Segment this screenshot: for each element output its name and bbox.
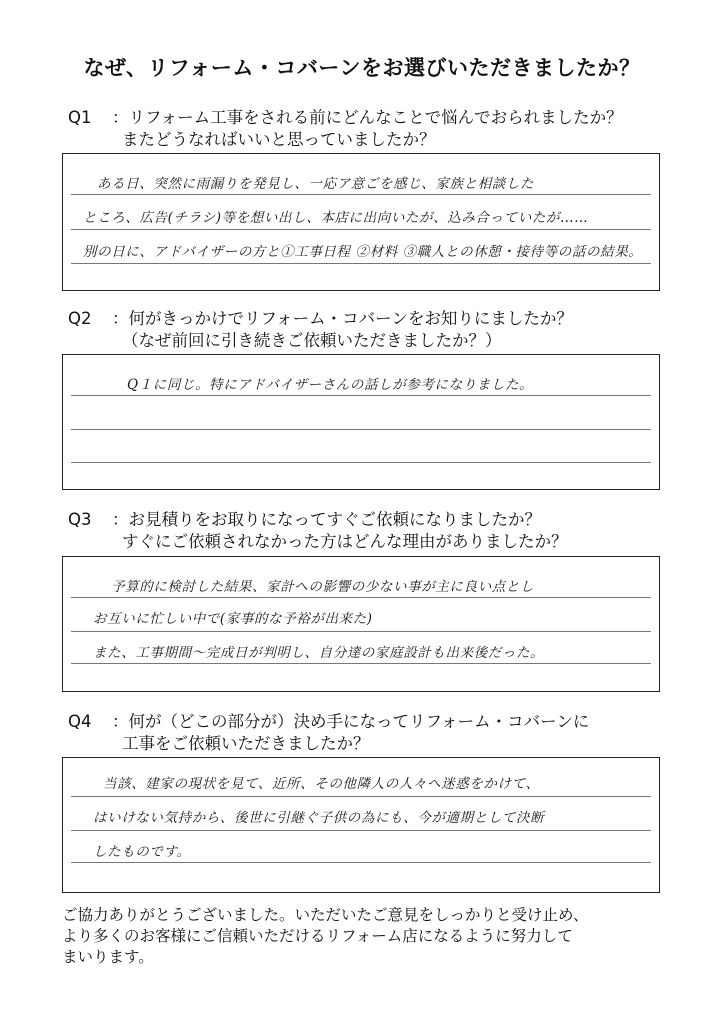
page-title: なぜ、リフォーム・コバーンをお選びいただきましたか？ [83, 56, 641, 80]
writing-line [71, 796, 651, 797]
question-text-line2: またどうなればいいと思っていましたか？ [122, 130, 436, 149]
question-2 [68, 308, 573, 352]
closing-line: ご協力ありがとうございました。いただいたご意見をしっかりと受け止め、 [62, 906, 589, 924]
question-text-line1: ：お見積りをお取りになってすぐご依頼になりましたか？ [112, 510, 541, 529]
question-number: Q3 [68, 510, 92, 529]
question-3 [68, 509, 568, 553]
writing-line [71, 862, 651, 863]
writing-line [71, 462, 651, 463]
question-1 [68, 107, 623, 151]
writing-line [71, 429, 651, 430]
question-text-line2: すぐにご依頼されなかった方はどんな理由がありましたか？ [122, 532, 568, 551]
writing-line [71, 631, 651, 632]
handwritten-answer: Q１に同じ。特にアドバイザーさんの話しが参考になりました。 [127, 377, 534, 393]
writing-line [71, 194, 651, 195]
handwritten-answer: はいけない気持から、後世に引継ぐ子供の為にも、今が適期として決断 [93, 810, 545, 826]
handwritten-answer: ある日、突然に雨漏りを発見し、一応ア意ごを感じ、家族と相談した [97, 176, 535, 192]
question-text-line2: 工事をご依頼いただきましたか？ [122, 734, 370, 753]
writing-line [71, 597, 651, 598]
question-number: Q4 [68, 712, 92, 731]
answer-box-4 [62, 757, 660, 893]
writing-line [71, 663, 651, 664]
handwritten-answer: お互いに忙しい中で(家事的な予裕が出来た) [93, 611, 373, 627]
writing-line [71, 830, 651, 831]
answer-box-3 [62, 556, 660, 692]
closing-line: まいります。 [62, 948, 154, 966]
question-text-line2: （なぜ前回に引き続きご依頼いただきましたか？） [122, 331, 502, 350]
handwritten-answer: ところ、広告(チラシ)等を想い出し、本店に出向いたが、込み合っていたが…… [83, 210, 589, 226]
handwritten-answer: 当該、建家の現状を見て、近所、その他隣人の人々へ迷惑をかけて、 [103, 776, 540, 792]
handwritten-answer: 予算的に検討した結果、家計への影響の少ない事が主に良い点とし [111, 579, 534, 595]
handwritten-answer: また、工事期間～完成日が判明し、自分達の家庭設計も出来後だった。 [93, 645, 545, 661]
question-text-line1: ：リフォーム工事をされる前にどんなことで悩んでおられましたか？ [112, 108, 623, 127]
closing-message [62, 905, 662, 968]
answer-box-1 [62, 153, 660, 291]
question-4 [68, 711, 589, 755]
handwritten-answer: したものです。 [93, 844, 191, 860]
writing-line [71, 395, 651, 396]
handwritten-answer: 別の日に、アドバイザーの方と①工事日程 ②材料 ③職人との休憩・接待等の話の結果。 [83, 244, 643, 260]
answer-box-2 [62, 354, 660, 490]
question-text-line1: ：何が（どこの部分が）決め手になってリフォーム・コバーンに [112, 712, 590, 731]
question-text-line1: ：何がきっかけでリフォーム・コバーンをお知りにましたか？ [112, 309, 573, 328]
question-number: Q1 [68, 108, 92, 127]
closing-line: より多くのお客様にご信頼いただけるリフォーム店になるように努力して [62, 927, 573, 945]
writing-line [71, 229, 651, 230]
question-number: Q2 [68, 309, 92, 328]
writing-line [71, 263, 651, 264]
